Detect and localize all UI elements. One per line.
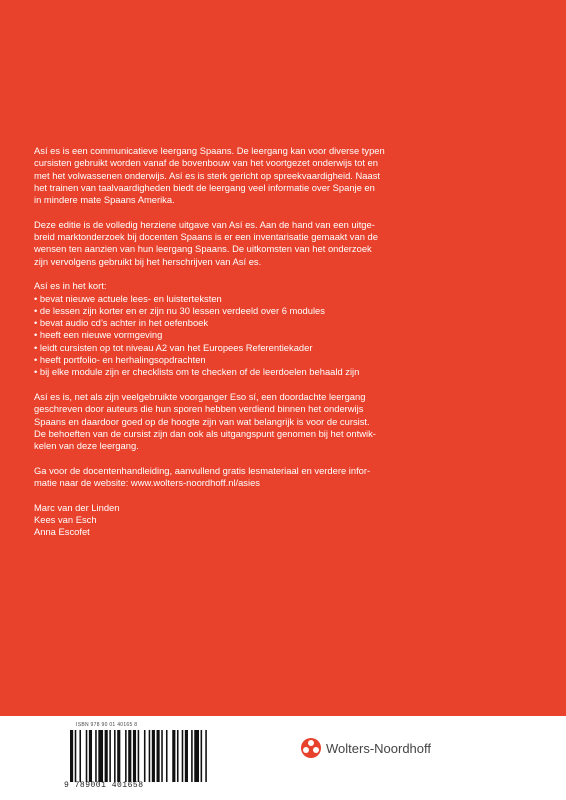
feature-item: • heeft een nieuwe vormgeving <box>34 329 434 341</box>
feature-item: • heeft portfolio- en herhalingsopdrachten <box>34 354 434 366</box>
author-list <box>34 502 434 539</box>
footer-strip <box>0 716 566 800</box>
feature-item: • bevat audio cd’s achter in het oefenboek <box>34 317 434 329</box>
summary-title: Así es in het kort: <box>34 280 107 292</box>
feature-item: • bij elke module zijn er checklists om te checken of de leerdoelen behaald zijn <box>34 366 434 378</box>
barcode-number: 9 789001 401658 <box>64 781 144 790</box>
publisher-logo <box>300 736 431 760</box>
barcode-icon <box>70 730 210 782</box>
wolters-kluwer-logo-icon <box>300 737 322 759</box>
publisher-name: Wolters-Noordhoff <box>326 740 432 756</box>
author-name: Kees van Esch <box>34 513 97 525</box>
feature-item: • de lessen zijn korter en er zijn nu 30 lessen verdeeld over 6 modules <box>34 305 434 317</box>
isbn-barcode-block <box>30 722 220 792</box>
edition-paragraph: Deze editie is de volledig herziene uitgave van Así es. Aan de hand van een uitge- breid marktonderzoek bij docenten Spaans is er een inventarisatie gemaakt van de wensen ten aanzien van hun leergang Spaans. De uitkomsten van het onderzoek zijn vervolgens gebruikt bij het herschrijven van Así es. <box>34 218 378 267</box>
intro-paragraph: Así es is een communicatieve leergang Spaans. De leergang kan voor diverse typen cursisten gebruikt worden vanaf de bovenbouw van het voortgezet onderwijs tot en met het volwassenen onderwijs. Así es is sterk gericht op spreekvaardigheid. Naast het trainen van taalvaardigheden biedt de leergang veel informatie over Spanje en in mindere mate Spaans Amerika. <box>34 145 385 206</box>
author-name: Anna Escofet <box>34 526 90 538</box>
website-paragraph: Ga voor de docentenhandleiding, aanvullend gratis lesmateriaal en verdere infor- matie naar de website: www.wolters-noordhoff.nl/asies <box>34 464 371 489</box>
feature-item: • leidt cursisten op tot niveau A2 van het Europees Referentiekader <box>34 342 434 354</box>
author-name: Marc van der Linden <box>34 501 120 513</box>
predecessor-paragraph: Así es is, net als zijn veelgebruikte voorganger Eso sí, een doordachte leergang geschreven door auteurs die hun sporen hebben verdiend binnen het onderwijs Spaans en daardoor goed op de hoogte zijn van wat belangrijk is voor de cursist. De behoeften van de cursist zijn dan ook als uitgangspunt genomen bij het ontwik- kelen van deze leergang. <box>34 390 376 452</box>
cover-text-block <box>34 145 434 539</box>
feature-list <box>34 293 434 379</box>
feature-item: • bevat nieuwe actuele lees- en luisterteksten <box>34 293 434 305</box>
isbn-label: ISBN 978 90 01 40165 8 <box>76 722 138 728</box>
